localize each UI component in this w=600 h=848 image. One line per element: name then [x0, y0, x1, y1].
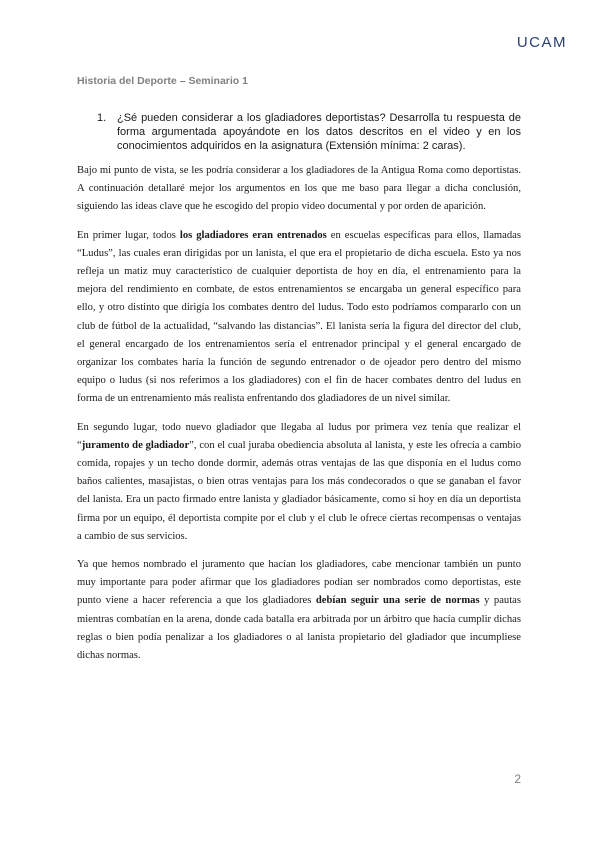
bold-emphasis: debían seguir una serie de normas: [315, 595, 480, 607]
bold-emphasis: los gladiadores eran entrenados: [179, 229, 327, 241]
paragraph-intro: [77, 162, 521, 217]
document-header: Historia del Deporte – Seminario 1: [77, 75, 248, 87]
paragraph-text: y pautas mientras combatían en la arena, donde cada batalla era arbitrada por un árbitro que hacía cumplir dichas reglas o bien podía penalizar a los gladiadores o al lanista propietario del gladiador que incumpliese dichas normas.: [77, 595, 521, 662]
paragraph-text: Bajo mi punto de vista, se les podría considerar a los gladiadores de la Antigua Roma como deportistas. A continuación detallaré mejor los argumentos en los que me baso para llegar a dicha conclusión, siguiendo las ideas clave que he escogido del propio video documental y por orden de aparición.: [77, 165, 521, 213]
question-number: 1.: [97, 112, 107, 124]
paragraph-text: En segundo lugar, todo nuevo gladiador que llegaba al ludus por primera vez tenía que realizar el “: [77, 421, 521, 451]
paragraph-text: Ya que hemos nombrado el juramento que hacían los gladiadores, cabe mencionar también un punto muy importante para poder afirmar que los gladiadores podían ser nombrados como deportistas, este punto viene a hacer referencia a que los gladiadores: [77, 559, 521, 607]
paragraph-second: [77, 419, 521, 546]
answer-body: [77, 162, 521, 675]
paragraph-text: en escuelas específicas para ellos, llamadas “Ludus”, las cuales eran dirigidas por un lanista, el que era el propietario de dicha escuela. Esto ya nos refleja un matiz muy característico de cualquier deportista de hoy en día, el entrenamiento para la mejora del rendimiento en combate, de estos entrenamientos se encargaba un general específico para ello, y otro distinto que dirigía los combates dentro del ludus. Todo esto podríamos compararlo con un club de fútbol de la actualidad, “salvando las distancias”. El lanista sería la figura del director del club, el general encargado de los entrenamientos sería el entrenador principal y el general encargado de organizar los combates haría la función de segundo entrenador o de ojeador pero dentro del mismo equipo o ludus (si nos referimos a los gladiadores) con el fin de hacer combates dentro del ludus en forma de un entrenamiento más realista enfrentando dos gladiadores de un nivel similar.: [77, 229, 521, 405]
paragraph-first: [77, 227, 521, 409]
page-number: 2: [514, 772, 521, 786]
paragraph-third: [77, 556, 521, 665]
bold-emphasis: juramento de gladiador: [81, 439, 190, 451]
paragraph-text: En primer lugar, todos: [77, 229, 180, 241]
paragraph-text: ”, con el cual juraba obediencia absoluta al lanista, y este les ofrecía a cambio comida, ropajes y un techo donde dormir, además otras ventajas de las que disponía en el ludus como baños calientes, masajistas, o bien otras ventajas para los más condecorados o que se ganaban el favor del lanista. Era un pacto firmado entre lanista y gladiador básicamente, como si hoy en día un deportista firma por un equipo, él deportista compite por el club y el club le ofrece ciertas recompensas o ventajas a cambio de sus servicios.: [77, 439, 522, 542]
question-text: ¿Sé pueden considerar a los gladiadores deportistas? Desarrolla tu respuesta de forma argumentada apoyándote en los datos descritos en el video y en los conocimientos adquiridos en la asignatura (Extensión mínima: 2 caras).: [117, 112, 521, 152]
question-item: [97, 111, 521, 153]
ucam-logo: UCAM: [516, 34, 567, 51]
